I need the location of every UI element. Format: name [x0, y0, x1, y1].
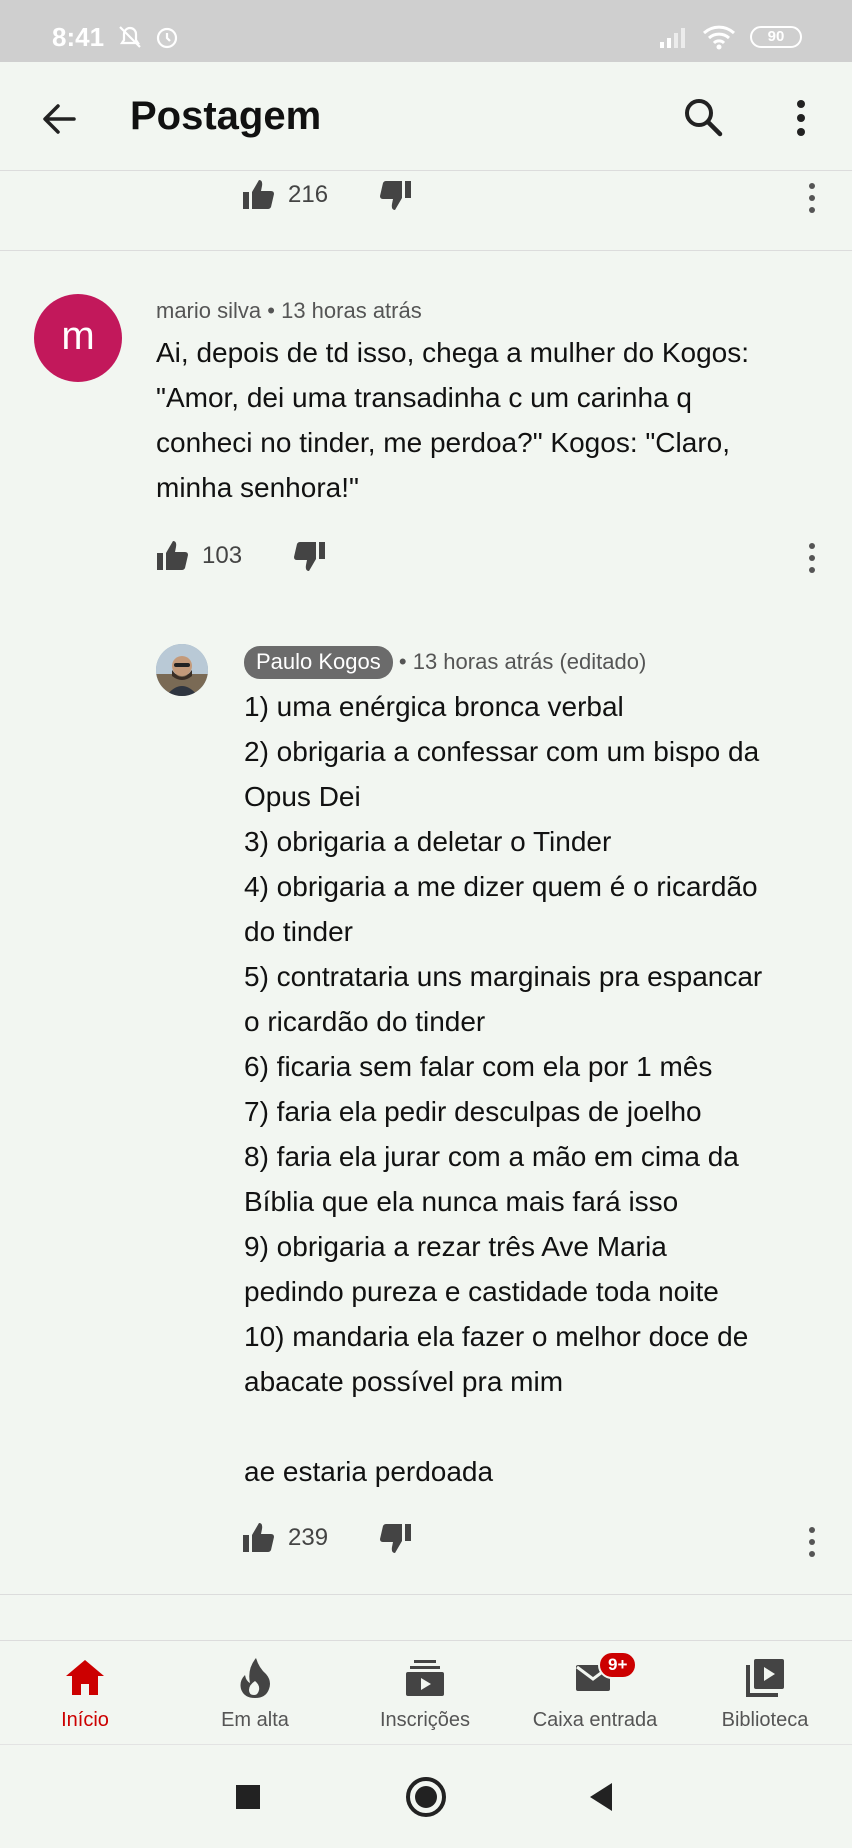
nav-label: Inscrições [379, 1709, 471, 1731]
library-icon [742, 1655, 788, 1701]
bell-off-icon [120, 27, 140, 47]
thumb-up-icon[interactable] [242, 178, 276, 212]
avatar[interactable]: m [34, 294, 122, 382]
wifi-icon [702, 24, 736, 50]
comment-time: 13 horas atrás [281, 298, 422, 323]
reply-meta [244, 646, 646, 679]
profile-photo-icon [156, 644, 208, 696]
thumb-down-icon[interactable] [378, 178, 412, 212]
section-divider [0, 250, 852, 251]
home-icon [62, 1655, 108, 1701]
nav-label: Caixa entrada [532, 1709, 658, 1731]
comment-more-icon[interactable] [802, 178, 822, 218]
back-triangle-icon[interactable] [580, 1775, 624, 1819]
top-comment-actions [242, 173, 412, 217]
bottom-navigation [0, 1640, 852, 1744]
thumb-up-icon[interactable] [242, 1521, 276, 1555]
status-time: 8:41 [52, 22, 105, 52]
notification-badge: 9+ [598, 1651, 637, 1679]
status-right-icons [658, 24, 802, 50]
section-divider [0, 1594, 852, 1595]
nav-label: Biblioteca [721, 1709, 809, 1731]
system-navigation-bar [0, 1744, 852, 1848]
app-bar-divider [0, 170, 852, 171]
nav-item-inscricoes[interactable] [340, 1641, 510, 1745]
like-count: 103 [202, 542, 243, 569]
reply-avatar[interactable] [156, 644, 208, 696]
nav-item-em-alta[interactable] [170, 1641, 340, 1745]
signal-icon [658, 26, 688, 48]
search-button[interactable] [678, 92, 730, 144]
nav-item-inicio[interactable] [0, 1641, 170, 1745]
page-title: Postagem [130, 94, 322, 138]
reply-actions [242, 1516, 412, 1560]
search-icon [678, 92, 730, 144]
comment-more-icon[interactable] [802, 538, 822, 578]
meta-separator: • [398, 649, 407, 674]
nav-item-biblioteca[interactable] [680, 1641, 850, 1745]
reply-author-badge[interactable]: Paulo Kogos [244, 646, 393, 679]
battery-indicator: 90 [750, 26, 802, 48]
status-notification-icons [118, 24, 188, 55]
reply-time: 13 horas atrás (editado) [412, 649, 647, 674]
more-options-button[interactable] [786, 92, 816, 144]
arrow-back-icon [36, 94, 86, 144]
thumb-down-icon[interactable] [378, 1521, 412, 1555]
app-bar [0, 62, 852, 172]
meta-separator: • [267, 298, 275, 323]
comment-actions [156, 534, 326, 578]
home-circle-icon[interactable] [404, 1775, 448, 1819]
comment-text: Ai, depois de td isso, chega a mulher do Kogos: "Amor, dei uma transadinha c um carinha q conheci no tinder, me perdoa?" Kogos: "Claro, minha senhora!" [156, 337, 750, 503]
subscriptions-icon [402, 1655, 448, 1701]
back-button[interactable] [36, 94, 86, 144]
thumb-down-icon[interactable] [292, 539, 326, 573]
recents-square-icon[interactable] [226, 1775, 270, 1819]
thumb-up-icon[interactable] [156, 539, 190, 573]
status-bar [0, 0, 852, 62]
like-count: 239 [288, 1524, 329, 1551]
alarm-icon [158, 29, 176, 47]
comment-meta [156, 298, 422, 324]
like-count: 216 [288, 181, 329, 208]
reply-more-icon[interactable] [802, 1522, 822, 1562]
more-vert-icon [786, 92, 816, 144]
nav-item-caixa-entrada[interactable] [510, 1641, 680, 1745]
nav-label: Início [61, 1709, 109, 1731]
reply-text: 1) uma enérgica bronca verbal 2) obrigaria a confessar com um bispo da Opus Dei 3) obrigaria a deletar o Tinder 4) obrigaria a me dizer quem é o ricardão do tinder 5) contrataria uns marginais pra espancar o ricardão do tinder 6) ficaria sem falar com ela por 1 mês 7) faria ela pedir desculpas de joelho 8) faria ela jurar com a mão em cima da Bíblia que ela nunca mais fará isso 9) obrigaria a rezar três Ave Maria pedindo pureza e castidade toda noite 10) mandaria ela fazer o melhor doce de abacate possível pra mim ae estaria perdoada [244, 691, 763, 1487]
comment-author[interactable]: mario silva [156, 298, 262, 323]
flame-icon [232, 1655, 278, 1701]
nav-label: Em alta [221, 1709, 289, 1731]
